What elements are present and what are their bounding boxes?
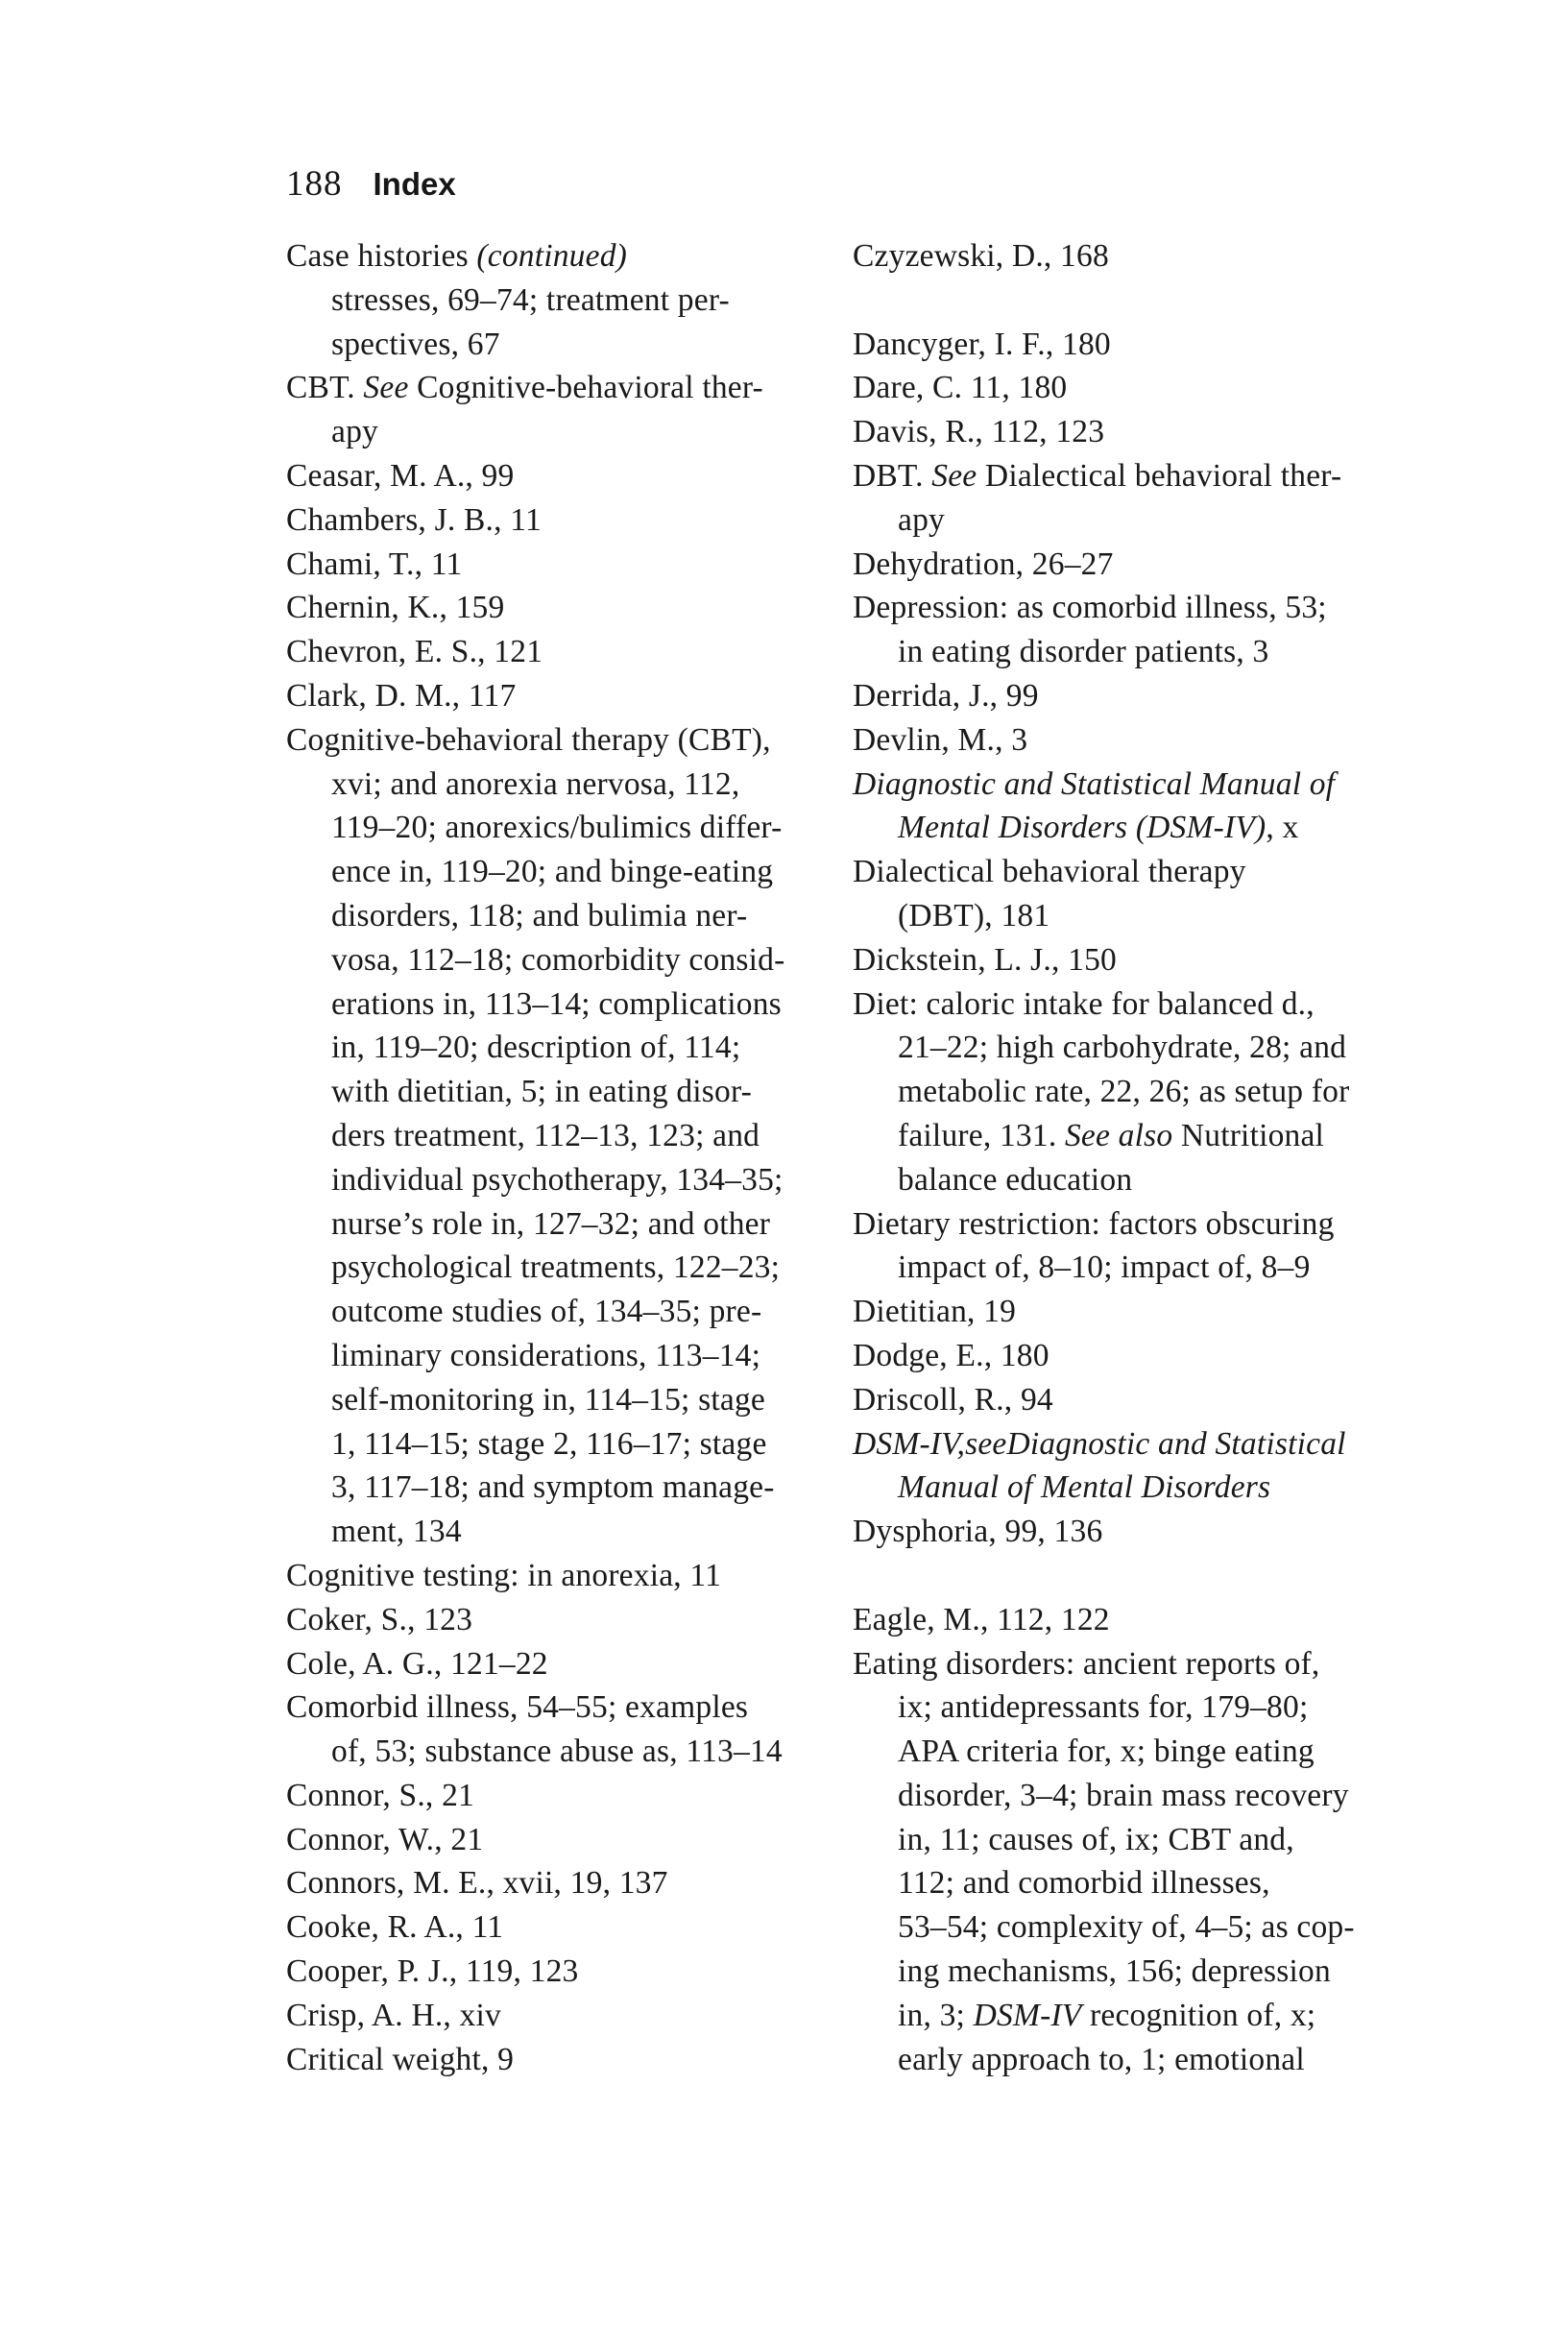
index-line: balance education [898, 1161, 1133, 1198]
index-line: Coker, S., 123 [286, 1601, 473, 1637]
index-line: in, 11; causes of, ix; CBT and, [898, 1821, 1294, 1857]
blank-line [853, 1554, 1395, 1598]
index-line: Cooper, P. J., 119, 123 [286, 1953, 579, 1990]
index-line: Dare, C. 11, 180 [853, 370, 1068, 406]
index-line: ders treatment, 112–13, 123; and [331, 1117, 760, 1153]
index-column-left [286, 234, 829, 2081]
index-line: Mental Disorders (DSM-IV), x [898, 810, 1299, 846]
index-line: in, 3; DSM-IV recognition of, x; [898, 1997, 1316, 2033]
index-line: early approach to, 1; emotional [898, 2041, 1305, 2077]
index-line: with dietitian, 5; in eating disor- [331, 1074, 753, 1110]
index-line: Connor, S., 21 [286, 1777, 474, 1813]
index-line: Comorbid illness, 54–55; examples [286, 1689, 749, 1726]
index-line: Cole, A. G., 121–22 [286, 1645, 548, 1682]
index-line: disorders, 118; and bulimia ner- [331, 897, 748, 934]
index-line: of, 53; substance abuse as, 113–14 [331, 1734, 783, 1770]
index-line: Dietitian, 19 [853, 1294, 1017, 1330]
index-line: Eating disorders: ancient reports of, [853, 1645, 1320, 1682]
section-title: Index [373, 166, 456, 202]
index-line: Czyzewski, D., 168 [853, 238, 1109, 274]
index-line: Diagnostic and Statistical Manual of [853, 765, 1336, 802]
index-line: Diet: caloric intake for balanced d., [853, 985, 1315, 1022]
index-line: Manual of Mental Disorders [898, 1469, 1271, 1506]
index-line: Driscoll, R., 94 [853, 1381, 1053, 1418]
index-line: spectives, 67 [331, 326, 500, 362]
index-line: 1, 114–15; stage 2, 116–17; stage [331, 1425, 767, 1462]
index-line: Chevron, E. S., 121 [286, 634, 543, 670]
index-line: in, 119–20; description of, 114; [331, 1030, 741, 1066]
index-line: Depression: as comorbid illness, 53; [853, 590, 1327, 626]
index-line: DSM-IV,seeDiagnostic and Statistical [853, 1425, 1346, 1462]
index-line: Devlin, M., 3 [853, 721, 1028, 758]
index-line: Chambers, J. B., 11 [286, 501, 542, 538]
index-line: ing mechanisms, 156; depression [898, 1953, 1331, 1990]
index-line: nurse’s role in, 127–32; and other [331, 1205, 771, 1242]
index-line: failure, 131. See also Nutritional [898, 1117, 1325, 1153]
index-line: Dietary restriction: factors obscuring [853, 1205, 1335, 1242]
index-line: Dickstein, L. J., 150 [853, 941, 1117, 978]
index-line: self-monitoring in, 114–15; stage [331, 1381, 765, 1418]
index-line: Cognitive-behavioral therapy (CBT), [286, 721, 771, 758]
page-number: 188 [286, 164, 343, 204]
index-line: ix; antidepressants for, 179–80; [898, 1689, 1309, 1726]
index-line: impact of, 8–10; impact of, 8–9 [898, 1249, 1311, 1286]
index-line: (DBT), 181 [898, 897, 1050, 934]
index-line: Cooke, R. A., 11 [286, 1909, 504, 1946]
index-column-right [853, 234, 1395, 2081]
index-line: Ceasar, M. A., 99 [286, 457, 515, 494]
index-line: ment, 134 [331, 1514, 462, 1550]
index-line: Dancyger, I. F., 180 [853, 326, 1111, 362]
index-line: Chami, T., 11 [286, 546, 463, 582]
index-line: Dialectical behavioral therapy [853, 854, 1246, 890]
index-line: liminary considerations, 113–14; [331, 1337, 761, 1373]
index-line: CBT. See Cognitive-behavioral ther- [286, 370, 763, 406]
index-line: Crisp, A. H., xiv [286, 1997, 501, 2033]
index-line: erations in, 113–14; complications [331, 985, 782, 1022]
index-line: apy [331, 414, 378, 450]
index-line: disorder, 3–4; brain mass recovery [898, 1777, 1349, 1813]
index-line: Chernin, K., 159 [286, 590, 505, 626]
index-line: Clark, D. M., 117 [286, 677, 517, 714]
index-line: 21–22; high carbohydrate, 28; and [898, 1030, 1347, 1066]
index-line: APA criteria for, x; binge eating [898, 1734, 1315, 1770]
index-line: 119–20; anorexics/bulimics differ- [331, 810, 783, 846]
index-line: stresses, 69–74; treatment per- [331, 281, 730, 318]
index-line: Cognitive testing: in anorexia, 11 [286, 1557, 722, 1593]
index-line: 53–54; complexity of, 4–5; as cop- [898, 1909, 1355, 1946]
index-line: Davis, R., 112, 123 [853, 414, 1105, 450]
index-line: metabolic rate, 22, 26; as setup for [898, 1074, 1350, 1110]
index-line: ence in, 119–20; and binge-eating [331, 854, 774, 890]
index-line: Connor, W., 21 [286, 1821, 484, 1857]
index-line: Dysphoria, 99, 136 [853, 1514, 1103, 1550]
index-line: individual psychotherapy, 134–35; [331, 1161, 784, 1198]
index-line: Case histories (continued) [286, 238, 628, 274]
index-line: Dehydration, 26–27 [853, 546, 1114, 582]
index-line: DBT. See Dialectical behavioral ther- [853, 457, 1342, 494]
index-line: 3, 117–18; and symptom manage- [331, 1469, 775, 1506]
index-line: psychological treatments, 122–23; [331, 1249, 781, 1286]
index-line: apy [898, 501, 945, 538]
index-line: vosa, 112–18; comorbidity consid- [331, 941, 785, 978]
index-line: Dodge, E., 180 [853, 1337, 1049, 1373]
index-line: Eagle, M., 112, 122 [853, 1601, 1110, 1637]
index-line: in eating disorder patients, 3 [898, 634, 1269, 670]
index-line: Critical weight, 9 [286, 2041, 515, 2077]
blank-line [853, 279, 1395, 323]
index-line: Derrida, J., 99 [853, 677, 1039, 714]
index-line: xvi; and anorexia nervosa, 112, [331, 765, 740, 802]
index-line: outcome studies of, 134–35; pre- [331, 1294, 762, 1330]
index-line: Connors, M. E., xvii, 19, 137 [286, 1865, 668, 1902]
index-line: 112; and comorbid illnesses, [898, 1865, 1270, 1902]
running-head [286, 163, 456, 205]
